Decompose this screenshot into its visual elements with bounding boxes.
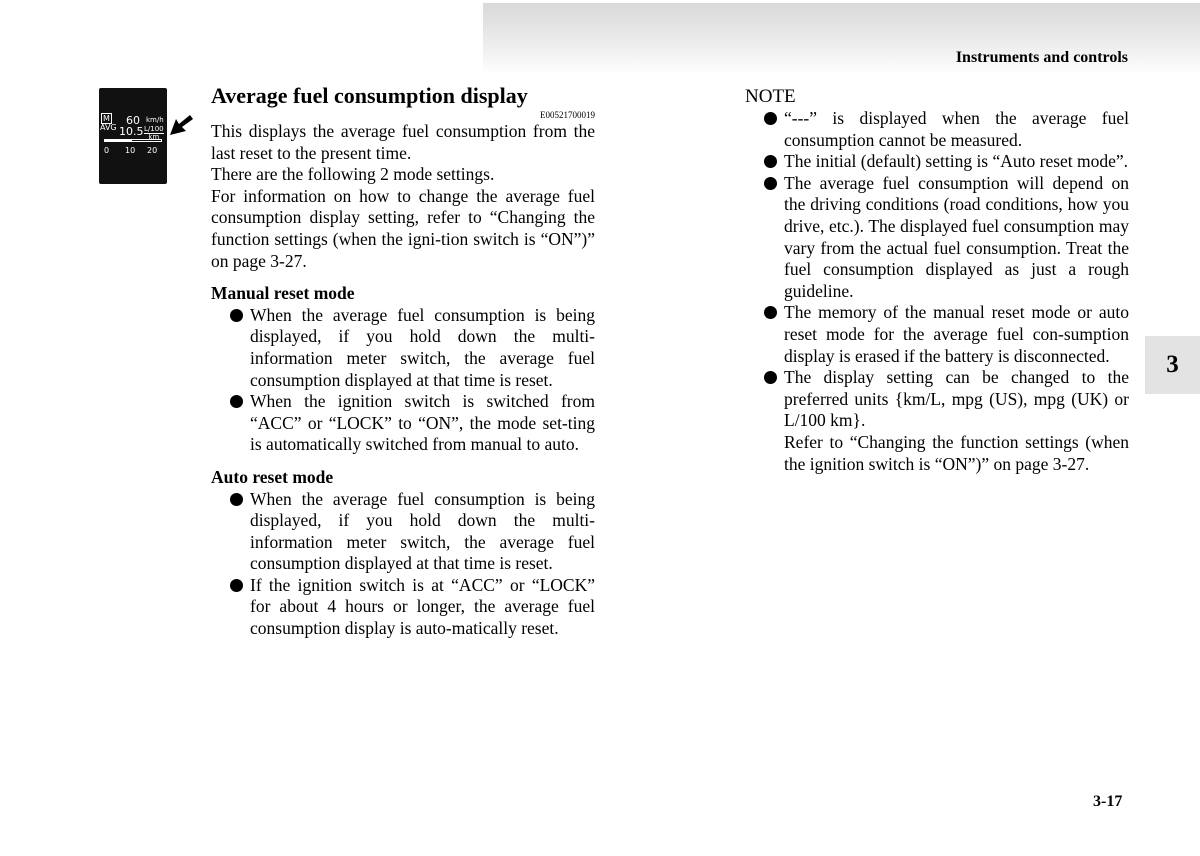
bullet-icon bbox=[764, 371, 777, 384]
note-item bbox=[745, 108, 1129, 151]
reference-code: E00521700019 bbox=[540, 110, 595, 120]
fuel-unit-mid: 100 bbox=[150, 125, 164, 133]
fuel-value: 10.5 bbox=[119, 125, 144, 138]
speed-unit: km/h bbox=[146, 116, 164, 124]
fuel-unit-bottom: km bbox=[144, 133, 164, 141]
manual-reset-list bbox=[211, 305, 595, 456]
fuel-unit-top: L/ bbox=[144, 125, 151, 133]
bullet-icon bbox=[764, 177, 777, 190]
list-item-text: When the average fuel consumption is being displayed, if you hold down the multi-information meter switch, the average fuel consumption displayed at that time is reset. bbox=[250, 304, 595, 390]
bullet-icon bbox=[764, 155, 777, 168]
list-item bbox=[211, 489, 595, 575]
note-item bbox=[745, 151, 1129, 173]
chapter-tab bbox=[1145, 336, 1200, 394]
avg-label: AVG bbox=[100, 123, 117, 132]
note-item-text: The average fuel consumption will depend on the driving conditions (road conditions, how you drive, etc.). The displayed fuel consumption may vary from the actual fuel consumption. Treat the fuel consumption displayed as just a rough guideline. bbox=[784, 172, 1129, 301]
bullet-icon bbox=[230, 309, 243, 322]
bullet-icon bbox=[230, 493, 243, 506]
intro-paragraph: This displays the average fuel consumption from the last reset to the present time. bbox=[211, 121, 595, 163]
mode-badge: M bbox=[103, 114, 110, 123]
auto-reset-heading: Auto reset mode bbox=[211, 466, 334, 487]
list-item bbox=[211, 391, 595, 456]
scale-tick: 10 bbox=[125, 146, 136, 155]
bullet-icon bbox=[764, 112, 777, 125]
chapter-number: 3 bbox=[1166, 351, 1179, 378]
note-item-text: “---” is displayed when the average fuel consumption cannot be measured. bbox=[784, 108, 1129, 150]
section-heading: Average fuel consumption display bbox=[211, 83, 528, 108]
list-item-text: If the ignition switch is at “ACC” or “LOCK” for about 4 hours or longer, the average fuel consumption display is auto-matically reset. bbox=[250, 574, 595, 639]
scale-tick: 20 bbox=[147, 146, 158, 155]
auto-reset-list bbox=[211, 489, 595, 640]
note-item bbox=[745, 302, 1129, 367]
note-item bbox=[745, 367, 1129, 475]
note-item-text: The memory of the manual reset mode or auto reset mode for the average fuel con-sumption display is erased if the battery is disconnected. bbox=[784, 302, 1129, 366]
scale-bar-fill bbox=[104, 139, 132, 142]
bullet-icon bbox=[230, 395, 243, 408]
fuel-display-illustration bbox=[99, 88, 167, 184]
list-item bbox=[211, 575, 595, 640]
section-title: Instruments and controls bbox=[955, 49, 1128, 66]
page-number: 3-17 bbox=[1093, 793, 1123, 810]
intro-paragraph: There are the following 2 mode settings. bbox=[211, 164, 495, 185]
note-list bbox=[745, 108, 1129, 475]
manual-reset-heading: Manual reset mode bbox=[211, 283, 355, 304]
intro-paragraph: For information on how to change the average fuel consumption display setting, refer to “Changing the function settings (when the igni-tion switch is “ON”)” on page 3-27. bbox=[211, 185, 595, 271]
speed-value: 60 bbox=[126, 114, 140, 127]
pointer-arrow-icon bbox=[168, 113, 194, 139]
list-item-text: When the average fuel consumption is being displayed, if you hold down the multi-information meter switch, the average fuel consumption displayed at that time is reset. bbox=[250, 488, 595, 574]
note-item-text: The initial (default) setting is “Auto reset mode”. bbox=[784, 151, 1129, 172]
bullet-icon bbox=[230, 579, 243, 592]
note-item-text: The display setting can be changed to the preferred units {km/L, mpg (US), mpg (UK) or L/100 km}. bbox=[784, 367, 1129, 431]
note-item bbox=[745, 173, 1129, 303]
bullet-icon bbox=[764, 306, 777, 319]
note-heading: NOTE bbox=[745, 86, 796, 107]
note-item-subtext: Refer to “Changing the function settings (when the ignition switch is “ON”)” on page 3-27. bbox=[784, 431, 1129, 474]
list-item-text: When the ignition switch is switched from “ACC” or “LOCK” to “ON”, the mode set-ting is automatically switched from manual to auto. bbox=[250, 391, 595, 455]
note-column bbox=[745, 86, 1129, 475]
left-column bbox=[211, 82, 595, 640]
scale-tick: 0 bbox=[104, 146, 110, 155]
list-item bbox=[211, 305, 595, 391]
